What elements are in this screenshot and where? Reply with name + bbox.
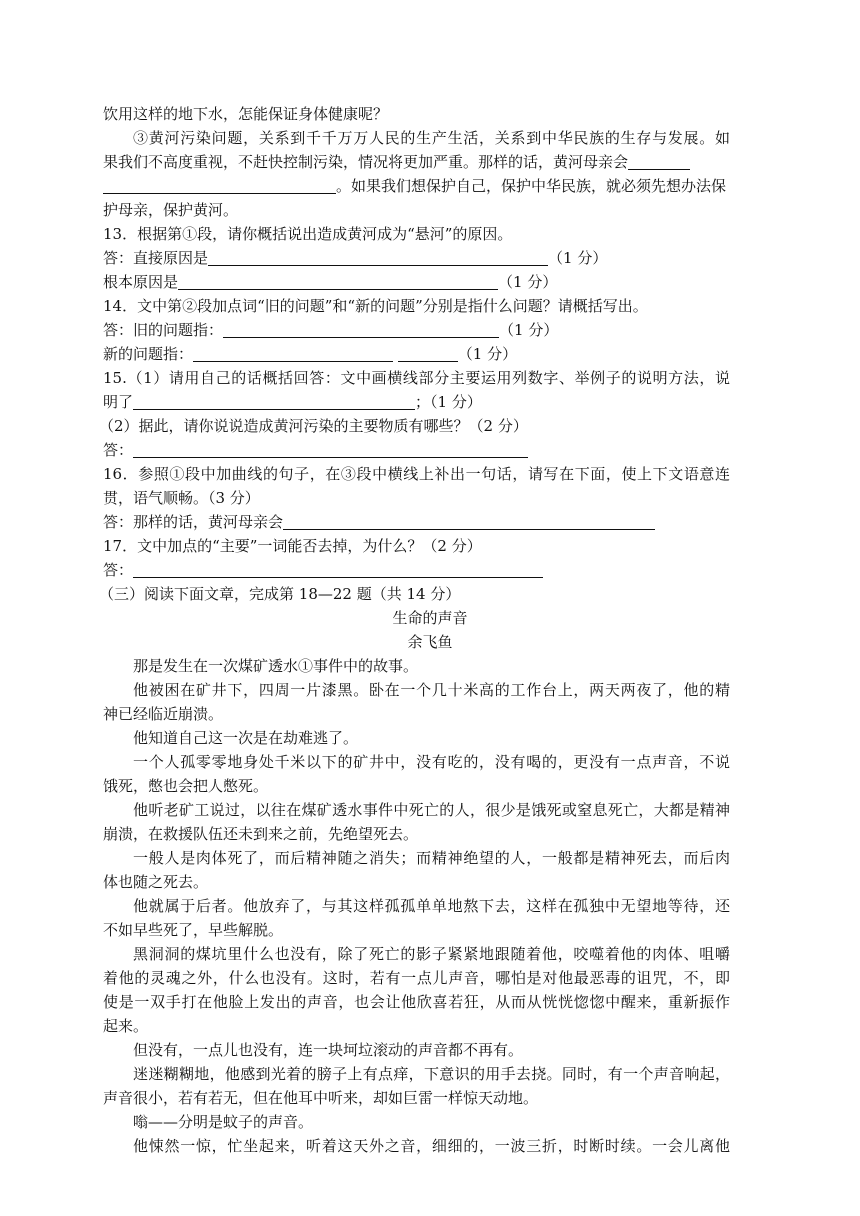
article-line: 他就属于后者。他放弃了，与其这样孤孤单单地熬下去，这样在孤独中无望地等待，还 — [133, 897, 730, 915]
answer-blank[interactable] — [283, 514, 655, 530]
answer-blank[interactable] — [223, 322, 499, 338]
section-heading: （三）阅读下面文章，完成第 18—22 题（共 14 分） — [99, 585, 461, 603]
answer-line: 新的问题指： （1 分） — [103, 345, 518, 363]
answer-blank[interactable] — [178, 274, 498, 290]
article-line: 但没有，一点儿也没有，连一块坷垃滚动的声音都不再有。 — [133, 1041, 524, 1059]
answer-blank[interactable] — [133, 394, 415, 410]
answer-line: 根本原因是 （1 分） — [103, 273, 558, 291]
text-line: 饮用这样的地下水，怎能保证身体健康呢？ — [103, 105, 389, 123]
article-line: 使是一双手打在他脸上发出的声音，也会让他欣喜若狂，从而从恍恍惚惚中醒来，重新振作 — [103, 993, 730, 1011]
article-line: 他悚然一惊，忙坐起来，听着这天外之音，细细的，一波三折，时断时续。一会儿离他 — [133, 1137, 730, 1155]
article-line: 崩溃，在救援队伍还未到来之前，先绝望死去。 — [103, 825, 419, 843]
article-line: 饿死，憋也会把人憋死。 — [103, 777, 269, 795]
question-16: 贯，语气顺畅。（3 分） — [103, 489, 260, 507]
article-line: 他听老矿工说过，以往在煤矿透水事件中死亡的人，很少是饿死或窒息死亡，大都是精神 — [133, 801, 730, 819]
paragraph-3-line: 果我们不高度重视，不赶快控制污染，情况将更加严重。那样的话，黄河母亲会 — [103, 151, 690, 173]
article-line: 嗡——分明是蚊子的声音。 — [133, 1113, 314, 1131]
article-line: 不如早些死了，早些解脱。 — [103, 921, 284, 939]
answer-blank[interactable] — [208, 250, 548, 266]
article-line: 那是发生在一次煤矿透水①事件中的故事。 — [133, 657, 419, 675]
paragraph-3-line: 护母亲，保护黄河。 — [103, 201, 239, 219]
article-title: 生命的声音 — [392, 609, 468, 627]
answer-blank[interactable] — [628, 154, 690, 170]
article-line: 一个人孤零零地身处千米以下的矿井中，没有吃的，没有喝的，更没有一点声音，不说 — [133, 753, 730, 771]
question-16: 16．参照①段中加曲线的句子，在③段中横线上补出一句话，请写在下面，使上下文语意连 — [103, 465, 730, 483]
question-14: 14．文中第②段加点词“旧的问题”和“新的问题”分别是指什么问题？请概括写出。 — [103, 297, 648, 315]
article-line: 声音很小，若有若无，但在他耳中听来，却如巨雷一样惊天动地。 — [103, 1089, 539, 1107]
article-author: 余飞鱼 — [407, 633, 453, 651]
article-line: 体也随之死去。 — [103, 873, 209, 891]
answer-blank[interactable] — [133, 442, 528, 458]
question-13: 13．根据第①段，请你概括说出造成黄河成为“悬河”的原因。 — [103, 225, 513, 243]
answer-line: 明了 ；（1 分） — [103, 393, 482, 411]
article-line: 迷迷糊糊地，他感到光着的膀子上有点痒，下意识的用手去挠。同时，有一个声音响起， — [133, 1065, 730, 1083]
answer-blank[interactable] — [193, 346, 393, 362]
answer-blank[interactable] — [103, 178, 336, 194]
article-line: 他知道自己这一次是在劫难逃了。 — [133, 729, 359, 747]
answer-line: 答：那样的话，黄河母亲会 — [103, 511, 655, 533]
article-line: 他被困在矿井下，四周一片漆黑。卧在一个几十米高的工作台上，两天两夜了，他的精 — [133, 681, 730, 699]
article-line: 起来。 — [103, 1017, 149, 1035]
answer-line: 答：旧的问题指： （1 分） — [103, 321, 559, 339]
answer-blank[interactable] — [133, 562, 543, 578]
paragraph-3-line: 。如果我们想保护自己，保护中华民族，就必须先想办法保 — [103, 175, 726, 197]
question-15-2: （2）据此，请你说说造成黄河污染的主要物质有哪些？（2 分） — [99, 417, 528, 435]
answer-blank[interactable] — [398, 346, 458, 362]
article-line: 黑洞洞的煤坑里什么也没有，除了死亡的影子紧紧地跟随着他，咬噬着他的肉体、咀嚼 — [133, 945, 730, 963]
paragraph-3-line: ③黄河污染问题，关系到千千万万人民的生产生活，关系到中华民族的生存与发展。如 — [133, 129, 730, 147]
article-line: 一般人是肉体死了，而后精神随之消失；而精神绝望的人，一般都是精神死去，而后肉 — [133, 849, 730, 867]
article-line: 神已经临近崩溃。 — [103, 705, 224, 723]
answer-line: 答：直接原因是 （1 分） — [103, 249, 608, 267]
question-17: 17．文中加点的“主要”一词能否去掉，为什么？（2 分） — [103, 537, 482, 555]
answer-line: 答： — [103, 559, 543, 581]
question-15: 15.（1）请用自己的话概括回答：文中画横线部分主要运用列数字、举例子的说明方法，说 — [103, 369, 730, 387]
answer-line: 答： — [103, 439, 528, 461]
article-line: 着他的灵魂之外，什么也没有。这时，若有一点儿声音，哪怕是对他最恶毒的诅咒，不，即 — [103, 969, 730, 987]
